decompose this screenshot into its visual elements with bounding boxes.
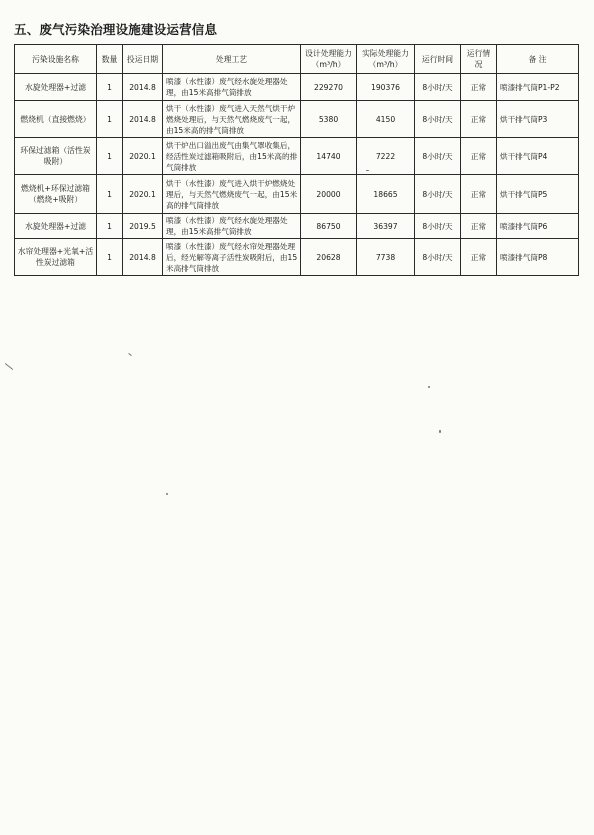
facility-name-cell: 燃烧机（直接燃烧） — [15, 101, 97, 138]
header-run-time: 运行时间 — [415, 45, 461, 74]
design-capacity-cell: 86750 — [301, 214, 357, 239]
run-time-cell: 8小时/天 — [415, 175, 461, 214]
actual-capacity-cell: 7738 — [357, 239, 415, 276]
commission-date-cell: 2020.1 — [123, 175, 163, 214]
scan-speck — [428, 386, 430, 388]
commission-date-cell: 2020.1 — [123, 138, 163, 175]
run-time-cell: 8小时/天 — [415, 101, 461, 138]
header-process: 处理工艺 — [163, 45, 301, 74]
header-commission-date: 投运日期 — [123, 45, 163, 74]
quantity-cell: 1 — [97, 74, 123, 101]
run-time-cell: 8小时/天 — [415, 74, 461, 101]
design-capacity-cell: 229270 — [301, 74, 357, 101]
scan-speck — [128, 353, 132, 356]
actual-capacity-cell: 36397 — [357, 214, 415, 239]
design-capacity-cell: 14740 — [301, 138, 357, 175]
facility-name-cell: 水旋处理器+过滤 — [15, 74, 97, 101]
emission-facilities-table — [14, 44, 579, 276]
note-cell: 烘干排气筒P3 — [497, 101, 579, 138]
quantity-cell: 1 — [97, 175, 123, 214]
commission-date-cell: 2014.8 — [123, 101, 163, 138]
section-title: 五、废气污染治理设施建设运营信息 — [14, 22, 218, 37]
design-capacity-cell: 20000 — [301, 175, 357, 214]
header-run-status: 运行情况 — [461, 45, 497, 74]
actual-capacity-cell: 7222 — [357, 138, 415, 175]
table-row — [15, 214, 579, 239]
scan-speck — [166, 493, 168, 495]
table-row — [15, 138, 579, 175]
facility-name-cell: 环保过滤箱（活性炭吸附） — [15, 138, 97, 175]
process-cell: 喷漆（水性漆）废气经水帘处理器处理后，经光解等离子活性炭吸附后，由15米高排气筒排放 — [163, 239, 301, 276]
facility-name-cell: 水帘处理器+光氧+活性炭过滤箱 — [15, 239, 97, 276]
quantity-cell: 1 — [97, 138, 123, 175]
process-cell: 喷漆（水性漆）废气经水旋处理器处理，由15米高排气筒排放 — [163, 74, 301, 101]
table-header-row — [15, 45, 579, 74]
facility-name-cell: 水旋处理器+过滤 — [15, 214, 97, 239]
run-status-cell: 正常 — [461, 74, 497, 101]
quantity-cell: 1 — [97, 239, 123, 276]
run-time-cell: 8小时/天 — [415, 239, 461, 276]
run-status-cell: 正常 — [461, 138, 497, 175]
header-design-capacity: 设计处理能力（m³/h） — [301, 45, 357, 74]
run-time-cell: 8小时/天 — [415, 138, 461, 175]
scan-speck — [5, 363, 13, 370]
note-cell: 烘干排气筒P4 — [497, 138, 579, 175]
run-time-cell: 8小时/天 — [415, 214, 461, 239]
run-status-cell: 正常 — [461, 239, 497, 276]
actual-capacity-cell: 18665 — [357, 175, 415, 214]
commission-date-cell: 2014.8 — [123, 74, 163, 101]
header-quantity: 数量 — [97, 45, 123, 74]
actual-capacity-cell: 4150 — [357, 101, 415, 138]
note-cell: 喷漆排气筒P8 — [497, 239, 579, 276]
header-note: 备 注 — [497, 45, 579, 74]
facility-name-cell: 燃烧机+环保过滤箱（燃烧+吸附） — [15, 175, 97, 214]
run-status-cell: 正常 — [461, 101, 497, 138]
actual-capacity-cell: 190376 — [357, 74, 415, 101]
commission-date-cell: 2019.5 — [123, 214, 163, 239]
design-capacity-cell: 20628 — [301, 239, 357, 276]
design-capacity-cell: 5380 — [301, 101, 357, 138]
table-row — [15, 101, 579, 138]
process-cell: 烘干（水性漆）废气进入天然气烘干炉燃烧处理后，与天然气燃烧废气一起，由15米高的排气筒排放 — [163, 101, 301, 138]
scan-speck — [439, 430, 441, 433]
note-cell: 烘干排气筒P5 — [497, 175, 579, 214]
commission-date-cell: 2014.8 — [123, 239, 163, 276]
quantity-cell: 1 — [97, 101, 123, 138]
process-cell: 喷漆（水性漆）废气经水旋处理器处理，由15米高排气筒排放 — [163, 214, 301, 239]
note-cell: 喷漆排气筒P6 — [497, 214, 579, 239]
table-row — [15, 239, 579, 276]
table-row — [15, 74, 579, 101]
run-status-cell: 正常 — [461, 214, 497, 239]
quantity-cell: 1 — [97, 214, 123, 239]
header-actual-capacity: 实际处理能力（m³/h） — [357, 45, 415, 74]
scan-speck — [366, 170, 369, 171]
process-cell: 烘干（水性漆）废气进入烘干炉燃烧处理后，与天然气燃烧废气一起，由15米高的排气筒排放 — [163, 175, 301, 214]
run-status-cell: 正常 — [461, 175, 497, 214]
table-row — [15, 175, 579, 214]
note-cell: 喷漆排气筒P1-P2 — [497, 74, 579, 101]
header-facility-name: 污染设施名称 — [15, 45, 97, 74]
process-cell: 烘干炉出口溢出废气由集气罩收集后，经活性炭过滤箱吸附后，由15米高的排气筒排放 — [163, 138, 301, 175]
